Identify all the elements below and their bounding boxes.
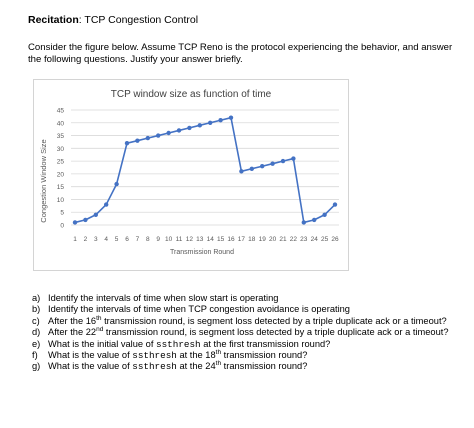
data-point bbox=[73, 220, 77, 224]
question-text: Identify the intervals of time when slow start is operating bbox=[48, 293, 279, 303]
question-letter: c) bbox=[32, 315, 40, 326]
question-letter: b) bbox=[32, 304, 41, 315]
x-tick-label: 2 bbox=[83, 236, 88, 243]
x-tick-label: 13 bbox=[196, 236, 204, 243]
ordinal-suffix: th bbox=[215, 360, 222, 368]
data-point bbox=[187, 126, 191, 130]
data-point bbox=[208, 121, 212, 125]
x-tick-label: 16 bbox=[227, 236, 235, 243]
question-text: transmission round, is segment loss detected by a triple duplicate ack or a timeout? bbox=[101, 315, 447, 326]
heading-title: TCP Congestion Control bbox=[84, 14, 199, 26]
x-tick-label: 24 bbox=[310, 236, 318, 243]
x-tick-label: 22 bbox=[289, 236, 298, 243]
y-tick-label: 0 bbox=[60, 222, 64, 230]
y-tick-label: 30 bbox=[56, 145, 64, 153]
data-point bbox=[229, 115, 233, 119]
x-tick-label: 14 bbox=[206, 236, 214, 243]
x-tick-label: 26 bbox=[331, 236, 339, 243]
x-tick-label: 20 bbox=[268, 236, 277, 243]
data-point bbox=[250, 167, 254, 171]
question-item bbox=[28, 304, 468, 315]
y-tick-label: 25 bbox=[56, 158, 64, 166]
question-text: at the 18 bbox=[176, 350, 216, 361]
data-point bbox=[291, 156, 295, 160]
x-tick-label: 5 bbox=[114, 236, 119, 243]
chart-container bbox=[33, 79, 349, 271]
question-list bbox=[28, 293, 468, 373]
x-tick-label: 1 bbox=[73, 236, 77, 243]
ordinal-suffix: nd bbox=[96, 326, 104, 334]
question-text: Identify the intervals of time when TCP congestion avoidance is operating bbox=[48, 304, 350, 315]
x-tick-label: 8 bbox=[145, 236, 150, 243]
question-item bbox=[28, 293, 468, 304]
question-text: at the first transmission round? bbox=[200, 338, 331, 349]
x-tick-label: 3 bbox=[93, 236, 98, 243]
data-point bbox=[104, 202, 108, 206]
code-term: ssthresh bbox=[132, 350, 177, 362]
question-item bbox=[28, 327, 468, 338]
data-point bbox=[312, 218, 316, 222]
question-letter: g) bbox=[32, 361, 41, 372]
y-axis-label: Congestion Window Size bbox=[39, 139, 48, 223]
data-point bbox=[302, 220, 306, 224]
x-tick-label: 10 bbox=[164, 236, 173, 243]
ordinal-suffix: th bbox=[96, 314, 102, 322]
question-letter: e) bbox=[32, 338, 41, 349]
y-tick-label: 5 bbox=[60, 209, 64, 217]
question-text: What is the value of bbox=[48, 361, 133, 372]
heading-label: Recitation bbox=[28, 14, 79, 26]
question-letter: a) bbox=[32, 293, 41, 303]
chart-title: TCP window size as function of time bbox=[110, 89, 272, 100]
x-tick-label: 25 bbox=[320, 236, 329, 243]
x-tick-label: 7 bbox=[135, 236, 140, 243]
data-point bbox=[135, 138, 139, 142]
data-point bbox=[125, 141, 129, 145]
question-item bbox=[28, 339, 468, 350]
x-tick-label: 15 bbox=[216, 236, 225, 243]
x-tick-label: 17 bbox=[237, 236, 246, 243]
question-letter: d) bbox=[32, 327, 41, 338]
data-point bbox=[83, 218, 87, 222]
data-point bbox=[270, 161, 274, 165]
code-term: ssthresh bbox=[156, 338, 201, 350]
data-point bbox=[198, 123, 202, 127]
x-tick-label: 11 bbox=[175, 236, 183, 243]
data-point bbox=[333, 202, 337, 206]
series-line bbox=[75, 118, 335, 223]
y-tick-label: 10 bbox=[56, 196, 64, 204]
data-point bbox=[114, 182, 118, 186]
y-tick-label: 15 bbox=[56, 184, 64, 192]
data-point bbox=[281, 159, 285, 163]
tcp-window-chart bbox=[34, 80, 348, 270]
x-tick-label: 9 bbox=[156, 236, 161, 243]
data-point bbox=[166, 131, 170, 135]
data-point bbox=[239, 169, 243, 173]
y-tick-label: 20 bbox=[56, 171, 64, 179]
data-point bbox=[94, 213, 98, 217]
ordinal-suffix: th bbox=[215, 348, 222, 356]
x-tick-label: 12 bbox=[185, 236, 194, 243]
x-tick-label: 6 bbox=[125, 236, 129, 243]
data-point bbox=[156, 133, 160, 137]
page-heading: Recitation: TCP Congestion Control bbox=[28, 14, 199, 26]
question-letter: f) bbox=[32, 350, 38, 361]
question-item bbox=[28, 361, 468, 372]
data-point bbox=[260, 164, 264, 168]
x-tick-label: 23 bbox=[300, 236, 308, 243]
question-text: What is the initial value of bbox=[48, 338, 156, 349]
question-text: transmission round? bbox=[221, 361, 308, 372]
y-tick-label: 35 bbox=[56, 133, 64, 141]
y-tick-label: 40 bbox=[56, 120, 64, 128]
code-term: ssthresh bbox=[132, 361, 177, 373]
data-point bbox=[218, 118, 222, 122]
question-text: transmission round? bbox=[221, 350, 308, 361]
question-text: at the 24 bbox=[176, 361, 216, 372]
question-text: After the 22 bbox=[48, 327, 97, 338]
question-item bbox=[28, 350, 468, 361]
x-tick-label: 18 bbox=[248, 236, 256, 243]
data-point bbox=[177, 128, 181, 132]
data-point bbox=[146, 136, 150, 140]
x-tick-label: 21 bbox=[279, 236, 287, 243]
question-item bbox=[28, 316, 468, 327]
question-text: What is the value of bbox=[48, 350, 133, 361]
x-axis-label: Transmission Round bbox=[170, 249, 234, 256]
question-text: transmission round, is segment loss detected by a triple duplicate ack or a timeout? bbox=[103, 327, 449, 338]
y-tick-label: 45 bbox=[56, 107, 64, 115]
question-text: After the 16 bbox=[48, 315, 97, 326]
x-tick-label: 4 bbox=[104, 236, 109, 243]
x-tick-label: 19 bbox=[258, 236, 266, 243]
data-point bbox=[322, 213, 326, 217]
intro-text: Consider the figure below. Assume TCP Reno is the protocol experiencing the behavior, and answer the following questions. Justify your answer briefly. bbox=[28, 42, 453, 65]
